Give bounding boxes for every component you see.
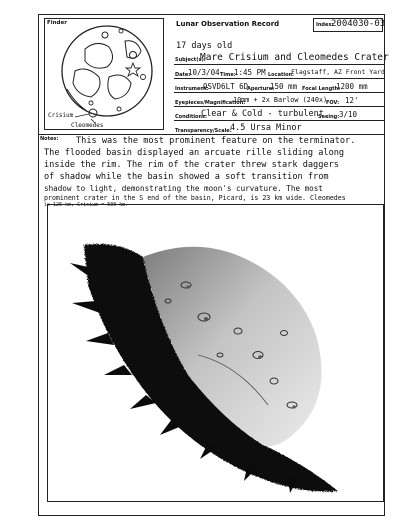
transparency-label: Transparency/Scale: — [175, 128, 232, 134]
notes-line-3: inside the rim. The rim of the crater threw stark daggers — [44, 160, 339, 170]
finder-label-cleomedes: Cleomedes — [71, 122, 104, 129]
focal-label: Focal Length: — [302, 86, 341, 92]
notes-line-2: The flooded basin displayed an arcuate rille sliding along — [44, 148, 345, 158]
eyepieces-label: Eyepieces/Magnification: — [175, 100, 246, 106]
instrument-label: Instrument: — [175, 86, 209, 92]
notes-line-5: shadow to light, demonstrating the moon's curvature. The most — [44, 184, 323, 193]
finder-label: Finder — [47, 20, 67, 26]
subjects-value: Mare Crisium and Cleomedes Crater — [200, 52, 389, 63]
crater-sketch — [48, 205, 384, 502]
subjects-label: Subject(s): — [175, 57, 206, 63]
eyepieces-value: 10mm + 2x Barlow (240x) — [233, 96, 328, 104]
location-value: Flagstaff, AZ Front Yard — [291, 68, 385, 76]
date-value: 10/3/04 — [188, 68, 220, 77]
index-value: 2004030-03 — [331, 19, 386, 29]
record-title: Lunar Observation Record — [176, 20, 280, 28]
location-label: Location: — [268, 72, 295, 78]
notes-line-7: is 126 km, Crisium = 500 km. — [44, 202, 129, 208]
finder-box — [44, 18, 164, 130]
seeing-value: 3/10 — [339, 110, 358, 119]
notes-line-4: of shadow while the basin showed a soft transition from — [44, 172, 329, 182]
sketch-frame — [47, 204, 384, 502]
index-label: Index: — [316, 22, 334, 28]
transparency-value: 4.5 Ursa Minor — [230, 123, 302, 133]
notes-line-1: This was the most prominent feature on the terminator. — [76, 136, 356, 146]
seeing-label: Seeing: — [318, 114, 340, 120]
time-value: 1:45 PM — [234, 68, 266, 77]
rule-subjects — [174, 64, 384, 65]
focal-value: 1200 mm — [336, 82, 368, 91]
date-label: Date: — [175, 72, 191, 78]
rule-instrument — [174, 92, 384, 93]
fov-value: 12' — [345, 96, 359, 105]
aperture-value: 150 mm — [270, 82, 298, 91]
notes-label: Notes: — [40, 136, 59, 142]
age-note: 17 days old — [176, 41, 233, 51]
rule-eyepieces — [174, 106, 384, 107]
instrument-value: OSVD6LT 6D — [203, 82, 249, 91]
index-box — [313, 18, 386, 32]
conditions-value: Clear & Cold - turbulent — [201, 109, 324, 119]
rule-date — [174, 78, 384, 79]
rule-conditions — [174, 120, 384, 121]
finder-label-crisium: Crisium — [48, 112, 74, 119]
notes-line-6: prominent crater in the S end of the basin, Picard, is 23 km wide. Cleomedes — [44, 194, 346, 202]
fov-label: FOV: — [326, 100, 340, 106]
aperture-label: Aperture: — [247, 86, 275, 92]
rule-header-bottom — [38, 134, 385, 135]
conditions-label: Conditions: — [175, 114, 208, 120]
time-label: Time: — [220, 72, 236, 78]
